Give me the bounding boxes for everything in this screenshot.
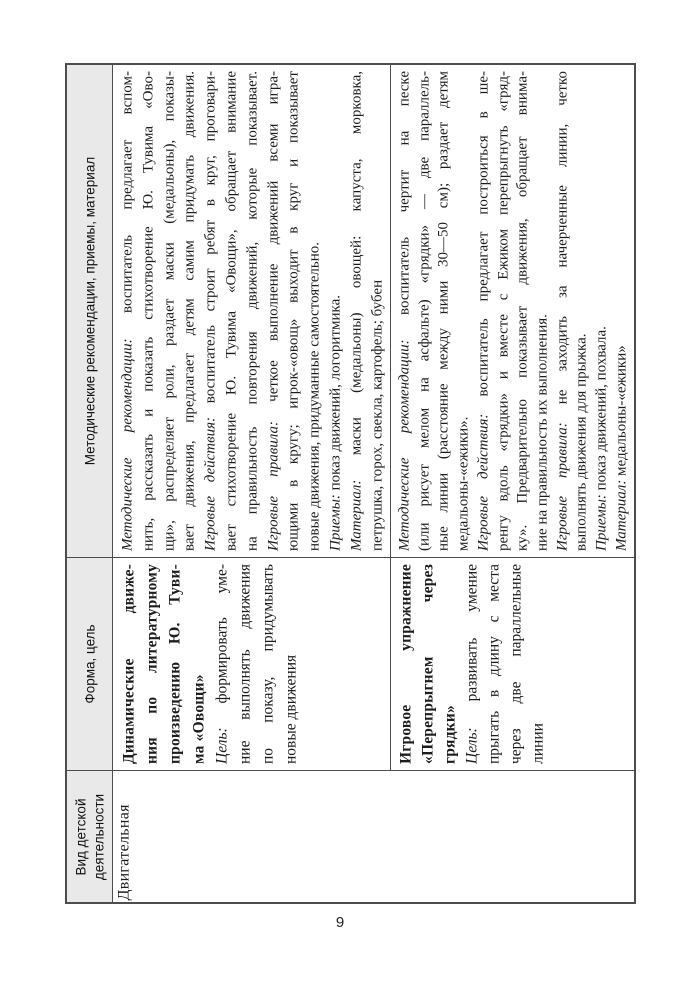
row2-method-cell: [391, 65, 634, 558]
row2-method-text: Методические рекомендации: воспитатель чертит на песке (или рисует мелом на асфальте) «грядки» — две параллель- ные линии (расстояние между ними 30—50 см); раздает детям медальоны-«ежики». Игровые действия: воспитатель предлагает построиться в ше- ренгу вдоль «грядки» и вместе с Ежиком перепрыгнуть «гряд- ку». Предварительно показывает движения, обращает внима- ние на правильность их выполнения. Игровые правила: не заходить за начерченные линии, четко выполнять движения для прыжка. Приемы: показ движений, похвала. Материал: медальоны-«ежики»: [396, 70, 629, 551]
header-activity-label: [72, 793, 107, 879]
header-method-label: Методические рекомендации, приемы, материал: [81, 156, 97, 466]
row2-form-text: Игровое упражнение «Перепрыгнем через грядки» Цель: развивать умение прыгать в длину с места через две параллельные линии: [397, 564, 546, 764]
row1-form-text: Динамические движе- ния по литературному произведению Ю. Туви- ма «Овощи» Цель: формировать уме- ние выполнять движения по показу, придумывать новые движения: [120, 564, 300, 764]
header-form-label: Форма, цель: [81, 624, 97, 704]
row1-method-text: Методические рекомендации: воспитатель предлагает вспом- нить, рассказать и показать стихотворение Ю. Тувима «Ово- щи», распределяет роли, раздает маски (медальоны), показы- вает движения, предлагает детям самим придумать движения. Игровые действия: воспитатель строит ребят в круг, проговари- вает стихотворение Ю. Тувима «Овощи», обращает внимание на правильность повторения движений, которые показывает. Игровые правила: четкое выполнение движений всеми игра- ющими в кругу; игрок-«овощ» выходит в круг и показывает новые движения, придуманные самостоятельно. Приемы: показ движений, логоритмика. Материал: маски (медальоны) овощей: капуста, морковка, петрушка, горох, свекла, картофель; бубен: [119, 70, 385, 551]
header-cell-method: [67, 65, 113, 558]
header-cell-activity: [67, 771, 113, 902]
row1-form-cell: [113, 558, 391, 771]
row1-method-cell: [113, 65, 391, 558]
activity-type-cell: [113, 771, 634, 902]
activity-type-label: Двигательная: [115, 803, 132, 900]
header-activity-line2: деятельности: [90, 793, 106, 880]
rotated-table: [65, 63, 636, 904]
header-cell-form: [67, 558, 113, 771]
page-number: 9: [335, 914, 345, 931]
row2-form-cell: [391, 558, 634, 771]
header-activity-line1: Вид детской: [73, 798, 88, 876]
